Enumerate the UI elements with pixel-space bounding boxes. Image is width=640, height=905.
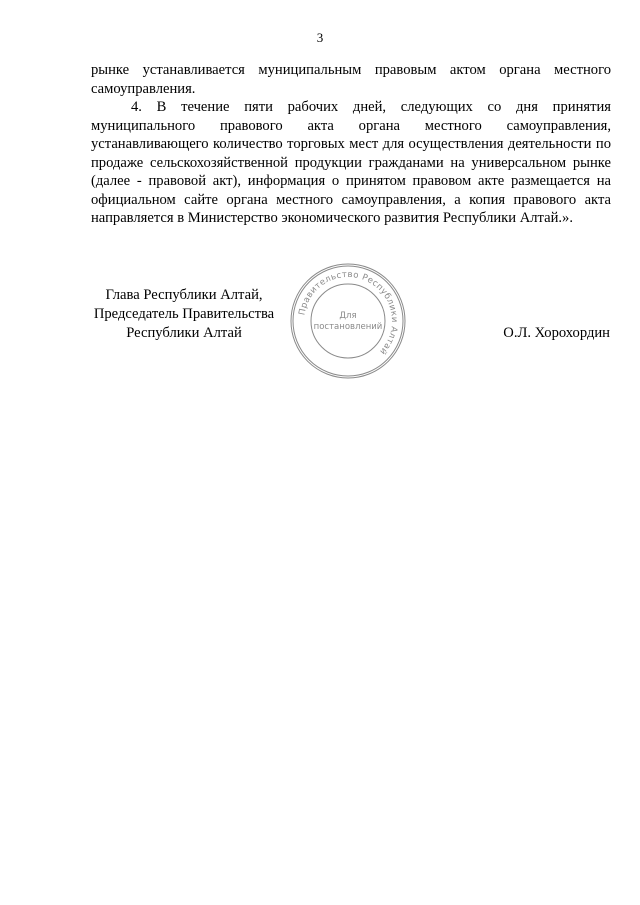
signatory-title: [84, 286, 284, 343]
paragraph-item-4: 4. В течение пяти рабочих дней, следующих со дня принятия муниципального правового акта органа местного самоуправления, устанавливающего количество торговых мест для осуществления деятельности по продаже сельскохозяйственной продукции гражданами на универсальном рынке (далее - правовой акт), информация о принятом правовом акте размещается на официальном сайте органа местного самоуправления, а копия правового акта направляется в Министерство экономического развития Республики Алтай.».: [91, 99, 611, 226]
signatory-title-line-1: Глава Республики Алтай,: [105, 287, 263, 303]
paragraph-continuation: рынке устанавливается муниципальным правовым актом органа местного самоуправления.: [91, 62, 611, 97]
stamp-center-line-2: постановлений: [313, 322, 383, 332]
official-seal-stamp: [289, 262, 407, 380]
document-body: [91, 61, 611, 228]
signatory-title-line-3: Республики Алтай: [126, 325, 242, 341]
stamp-ring-textpath: Правительство Республики Алтай: [297, 269, 400, 357]
stamp-center-line-1: Для: [339, 311, 357, 321]
signatory-name: О.Л. Хорохордин: [503, 325, 610, 341]
page-number: 3: [316, 30, 324, 45]
signatory-title-line-2: Председатель Правительства: [93, 306, 275, 322]
